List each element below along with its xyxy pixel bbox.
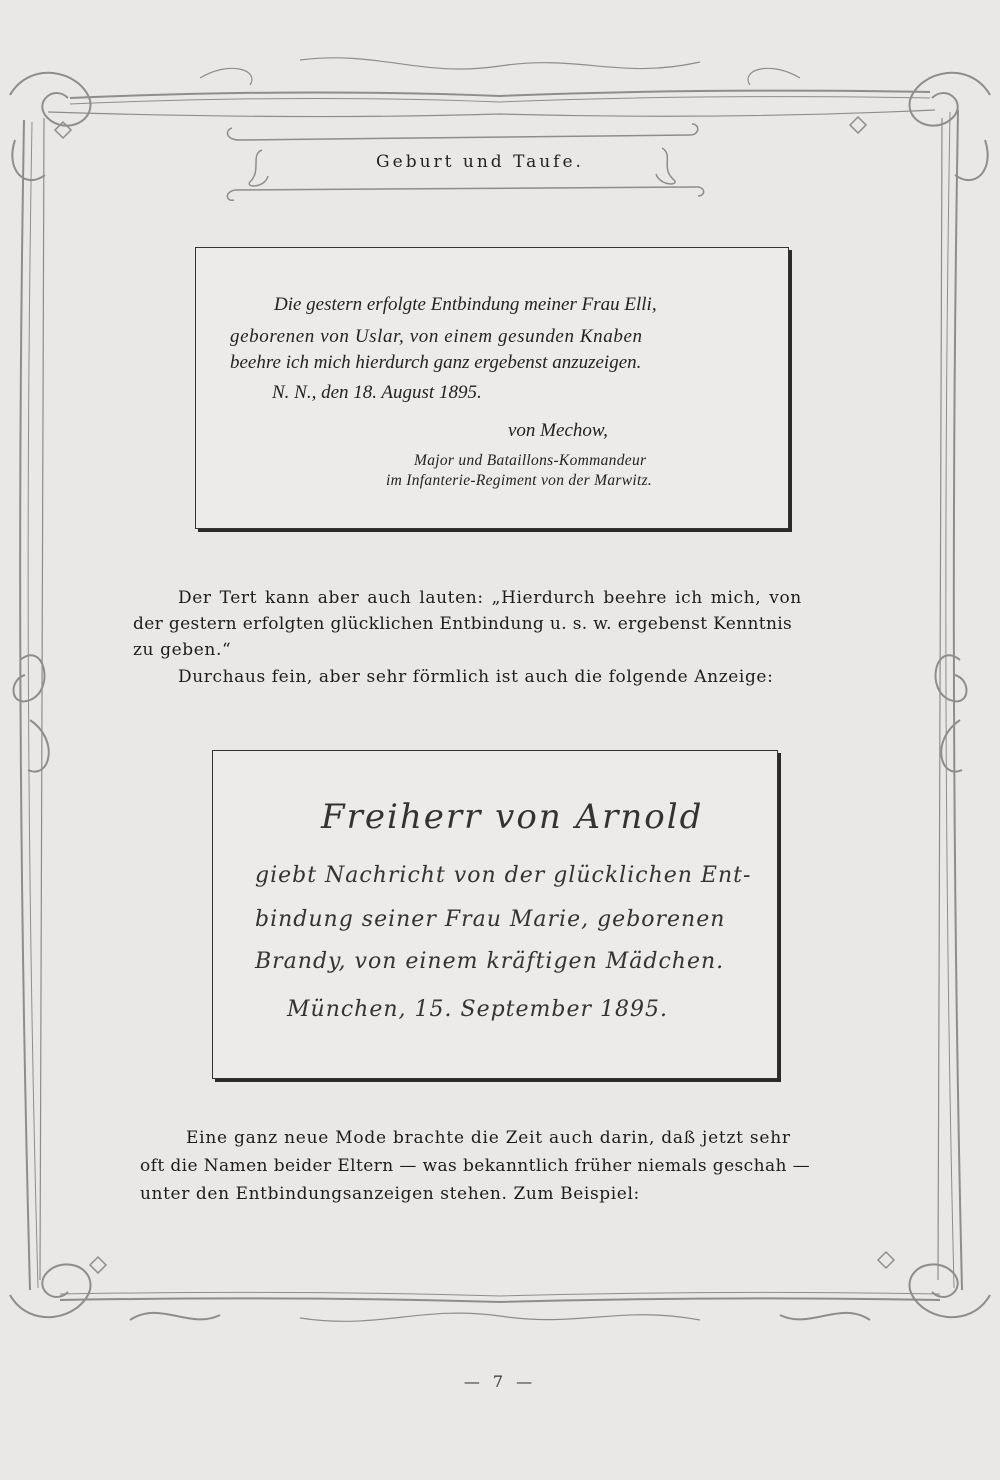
announcement-card-2 <box>212 750 778 1079</box>
announcement-2-line: Brandy, von einem kräftigen Mädchen. <box>255 949 725 974</box>
announcement-card-1 <box>195 247 789 529</box>
announcement-1-date: N. N., den 18. August 1895. <box>272 382 482 403</box>
paragraph-2-line: unter den Entbindungsanzeigen stehen. Zum Beispiel: <box>140 1184 640 1204</box>
announcement-1-line: beehre ich mich hierdurch ganz ergebenst anzuzeigen. <box>230 352 642 373</box>
announcement-2-place-date: München, 15. September 1895. <box>287 997 668 1022</box>
page-heading: Geburt und Taufe. <box>376 152 584 172</box>
announcement-1-signature: von Mechow, <box>508 420 608 441</box>
paragraph-1-line: Durchaus fein, aber sehr förmlich ist auch die folgende Anzeige: <box>178 667 774 687</box>
paragraph-2-line: oft die Namen beider Eltern — was bekanntlich früher niemals geschah — <box>140 1156 811 1176</box>
announcement-2-name: Freiherr von Arnold <box>321 797 704 837</box>
announcement-1-line: Die gestern erfolgte Entbindung meiner Frau Elli, <box>274 294 657 315</box>
page-number: — 7 — <box>463 1372 537 1391</box>
announcement-1-rank: Major und Bataillons-Kommandeur <box>414 452 647 469</box>
paragraph-1-line: Der Tert kann aber auch lauten: „Hierdurch beehre ich mich, von <box>178 588 802 608</box>
announcement-2-line: bindung seiner Frau Marie, geborenen <box>255 907 726 932</box>
paragraph-2-line: Eine ganz neue Mode brachte die Zeit auch darin, daß jetzt sehr <box>186 1128 791 1148</box>
announcement-1-line: geborenen von Uslar, von einem gesunden Knaben <box>230 326 643 347</box>
announcement-2-line: giebt Nachricht von der glücklichen Ent- <box>255 863 752 888</box>
paragraph-1-line: der gestern erfolgten glücklichen Entbindung u. s. w. ergebenst Kenntnis <box>133 614 793 634</box>
announcement-1-regiment: im Infanterie-Regiment von der Marwitz. <box>386 472 653 489</box>
paragraph-1-line: zu geben.“ <box>133 640 232 660</box>
